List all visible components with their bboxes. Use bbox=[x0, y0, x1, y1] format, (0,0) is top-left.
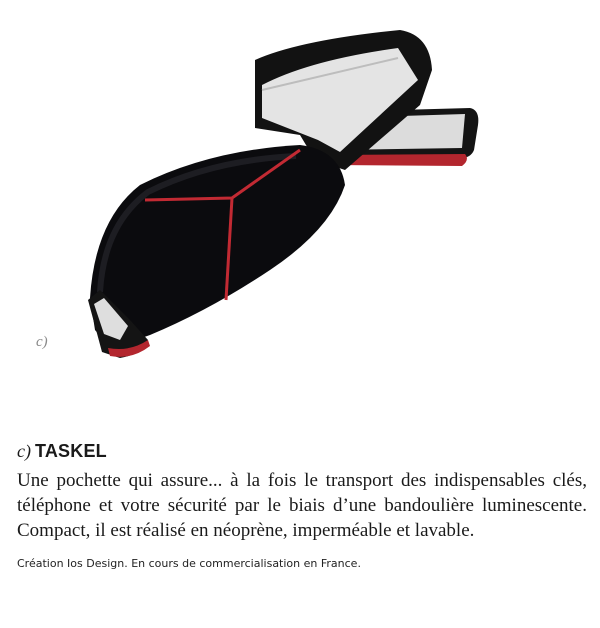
article-credit: Création Ios Design. En cours de commercialisation en France. bbox=[17, 557, 361, 570]
pouch-body bbox=[90, 145, 345, 341]
article bbox=[17, 440, 587, 571]
article-title: TASKEL bbox=[34, 441, 107, 461]
article-heading bbox=[17, 440, 587, 462]
article-marker: c) bbox=[17, 441, 31, 461]
photo-label: c) bbox=[36, 334, 48, 350]
article-body: Une pochette qui assure... à la fois le transport des indispensables clés, téléphone et votre sécurité par le biais d’une bandoulière luminescente. Compact, il est réalisé en néoprène, imperméable et lavable. bbox=[17, 470, 587, 541]
